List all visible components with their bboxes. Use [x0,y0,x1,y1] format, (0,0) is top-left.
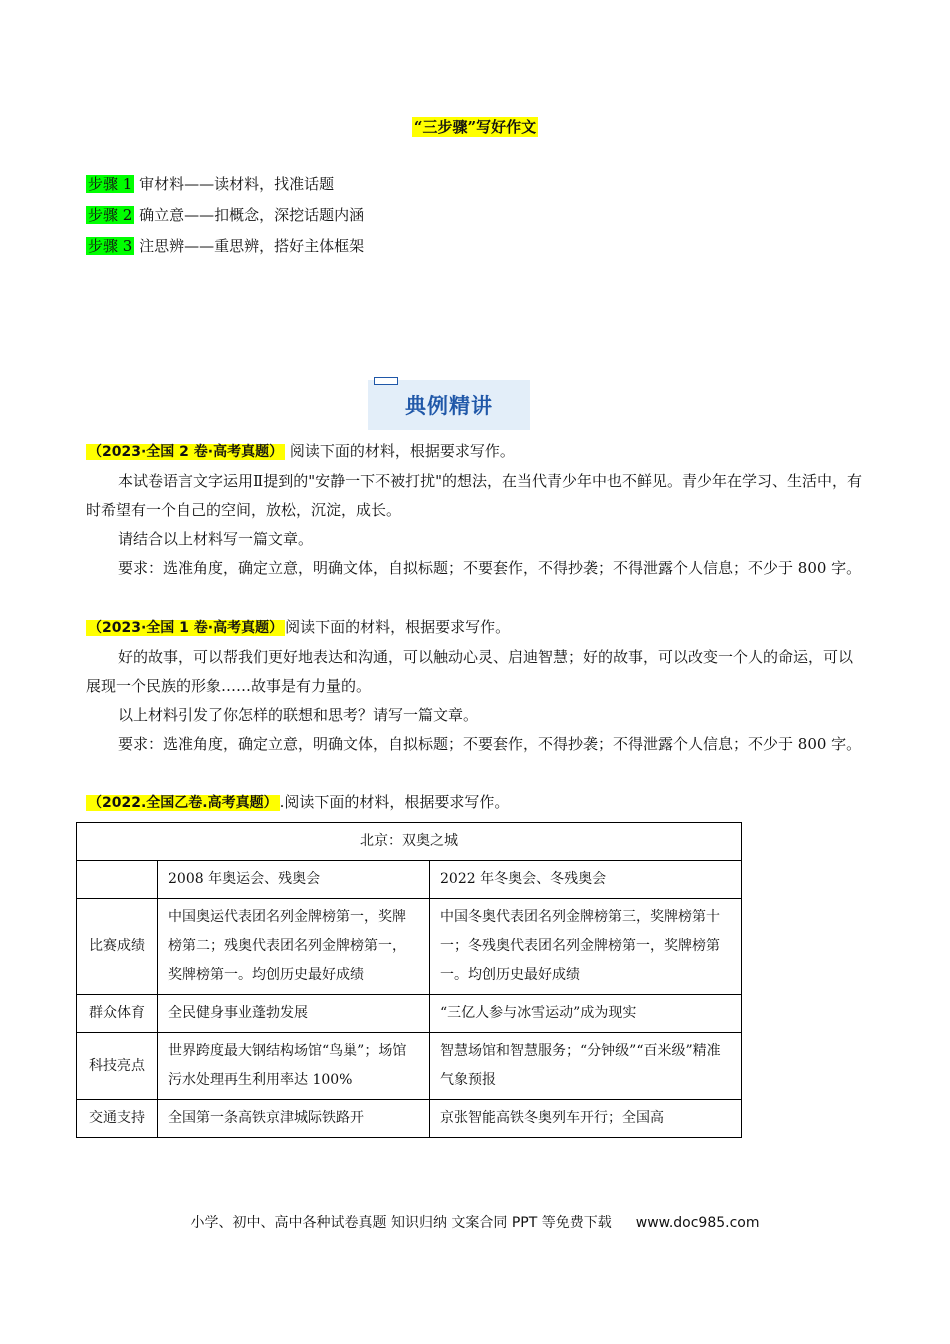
requirement-text: 要求：选准角度，确定立意，明确文体，自拟标题；不要套作，不得抄袭；不得泄露个人信息；不少于 800 字。 [118,735,862,753]
table-row [77,823,742,861]
table-cell: 全国第一条高铁京津城际铁路开 [158,1100,430,1138]
question-1 [86,437,866,583]
source-badge: （2022.全国乙卷.高考真题） [88,795,278,811]
step-text: 审材料——读材料，找准话题 [134,175,335,193]
step-1 [86,173,334,195]
table-cell: “三亿人参与冰雪运动”成为现实 [430,995,742,1033]
table-cell [77,861,158,899]
question-lead: 阅读下面的材料，根据要求写作。 [285,442,515,460]
step-text: 确立意——扣概念，深挖话题内涵 [134,206,365,224]
instruction-text: 以上材料引发了你怎样的联想和思考？请写一篇文章。 [118,706,479,724]
question-2 [86,613,866,759]
source-badge: （2023·全国 2 卷·高考真题） [88,444,284,460]
table-caption: 北京：双奥之城 [77,823,742,861]
table-row [77,1100,742,1138]
step-3 [86,235,364,257]
table-cell: 中国奥运代表团名列金牌榜第一，奖牌榜第二；残奥代表团名列金牌榜第一，奖牌榜第一。均创历史最好成绩 [158,899,430,995]
footer-text: 小学、初中、高中各种试卷真题 知识归纳 文案合同 PPT 等免费下载 [190,1215,612,1231]
banner-tab-decoration [374,377,398,385]
material-text: 本试卷语言文字运用Ⅱ提到的"安静一下不被打扰"的想法，在当代青少年中也不鲜见。青少年在学习、生活中，有时希望有一个自己的空间，放松，沉淀，成长。 [86,472,862,519]
row-label: 比赛成绩 [77,899,158,995]
olympics-table [76,822,742,1138]
table-row [77,1033,742,1100]
row-label: 群众体育 [77,995,158,1033]
step-tag: 步骤 1 [88,175,133,193]
row-label: 科技亮点 [77,1033,158,1100]
source-badge: （2023·全国 1 卷·高考真题） [88,620,284,636]
section-banner [368,380,530,430]
footer-site-link[interactable]: www.doc985.com [635,1215,760,1231]
table-cell: 世界跨度最大钢结构场馆“鸟巢”；场馆污水处理再生利用率达 100% [158,1033,430,1100]
material-text: 好的故事，可以帮我们更好地表达和沟通，可以触动心灵、启迪智慧；好的故事，可以改变一个人的命运，可以展现一个民族的形象……故事是有力量的。 [86,648,854,695]
table-cell: 全民健身事业蓬勃发展 [158,995,430,1033]
table-row [77,995,742,1033]
page-footer [0,1212,950,1232]
table-cell: 智慧场馆和智慧服务；“分钟级”“百米级”精准气象预报 [430,1033,742,1100]
column-header: 2022 年冬奥会、冬残奥会 [430,861,742,899]
question-3 [86,788,866,818]
column-header: 2008 年奥运会、残奥会 [158,861,430,899]
instruction-text: 请结合以上材料写一篇文章。 [118,530,314,548]
table-row [77,861,742,899]
step-tag: 步骤 3 [88,237,133,255]
question-lead: .阅读下面的材料，根据要求写作。 [279,793,510,811]
requirement-text: 要求：选准角度，确定立意，明确文体，自拟标题；不要套作，不得抄袭；不得泄露个人信息；不少于 800 字。 [118,559,862,577]
question-lead: 阅读下面的材料，根据要求写作。 [285,618,511,636]
table-cell: 京张智能高铁冬奥列车开行；全国高 [430,1100,742,1138]
step-tag: 步骤 2 [88,206,133,224]
table-row [77,899,742,995]
row-label: 交通支持 [77,1100,158,1138]
table-cell: 中国冬奥代表团名列金牌榜第三，奖牌榜第十一；冬残奥代表团名列金牌榜第一，奖牌榜第一。均创历史最好成绩 [430,899,742,995]
step-text: 注思辨——重思辨，搭好主体框架 [134,237,365,255]
document-title: “三步骤”写好作文 [413,118,537,136]
step-2 [86,204,364,226]
banner-title: 典例精讲 [405,394,493,418]
